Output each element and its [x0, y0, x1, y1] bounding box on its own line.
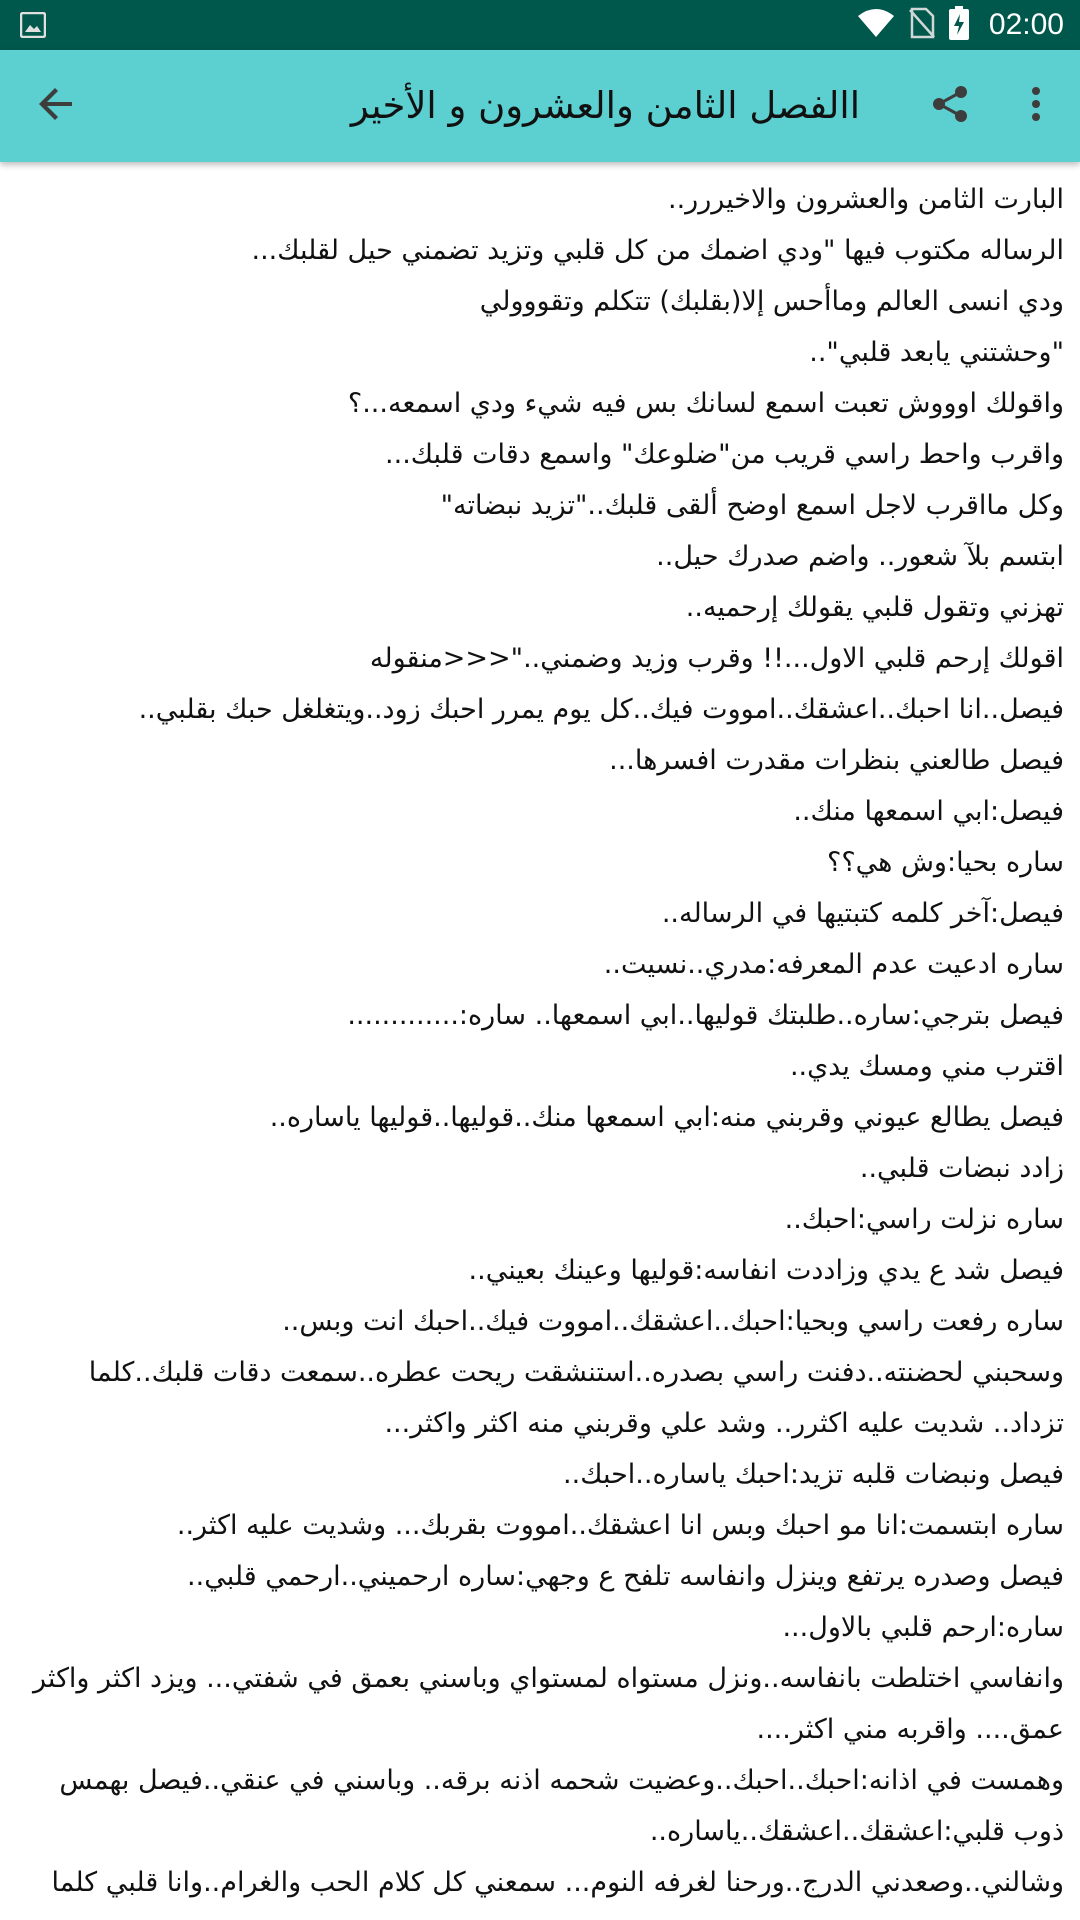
wifi-icon: [857, 8, 895, 42]
text-line: فيصل:آخر كلمه كتبتيها في الرساله..: [661, 898, 1064, 929]
chapter-title: االفصل الثامن والعشرون و الأخير: [350, 84, 860, 127]
back-button[interactable]: [26, 76, 86, 136]
text-line: زادد نبضات قلبي..: [859, 1153, 1064, 1184]
text-line: فيصل ونبضات قلبه تزيد:احبك ياساره..احبك..: [563, 1459, 1064, 1490]
text-line: فيصل..انا احبك..اعشقك..امووت فيك..كل يوم يمرر احبك زود..ويتغلغل حبك بقلبي..: [138, 694, 1064, 725]
text-line: ساره رفعت راسي وبحيا:احبك..اعشقك..امووت فيك..احبك انت وبس..: [282, 1306, 1064, 1337]
clock: 02:00: [988, 8, 1064, 41]
text-line: ابتسم بلآ شعور.. واضم صدرك حيل..: [656, 541, 1064, 572]
text-line: اقترب مني ومسك يدي..: [789, 1051, 1064, 1082]
text-line: واقرب واحط راسي قريب من"ضلوعك" واسمع دقات قلبك...: [385, 439, 1064, 470]
chapter-content[interactable]: [0, 162, 1080, 1920]
text-line: فيصل وصدره يرتفع وينزل وانفاسه تلفح ع وجهي:ساره ارحميني..ارحمي قلبي..: [187, 1561, 1064, 1592]
image-icon: [20, 12, 46, 42]
text-line: ساره ابتسمت:انا مو احبك وبس انا اعشقك..امووت بقربك... وشديت عليه اكثر..: [176, 1510, 1064, 1541]
text-line: فيصل شد ع يدي وزاددت انفاسه:قوليها وعينك بعيني..: [468, 1255, 1064, 1286]
text-line: اقولك إرحم قلبي الاول...!! وقرب وزيد وضمني.."<<<منقوله: [369, 643, 1064, 674]
battery-charging-icon: [949, 6, 969, 44]
share-button[interactable]: [920, 76, 980, 136]
text-line: البارت الثامن والعشرون والاخيررر..: [668, 184, 1064, 215]
text-line: فيصل:ابي اسمعها منك..: [793, 796, 1064, 827]
text-line: وكل مااقرب لاجل اسمع اوضح ألقى قلبك.."تزيد نبضاته": [440, 490, 1064, 521]
text-line: "وحشتني يابعد قلبي"..: [809, 337, 1064, 368]
text-line: واقولك اوووش تعبت اسمع لسانك بس فيه شيء ودي اسمعه...؟: [347, 388, 1064, 419]
back-arrow-icon: [36, 84, 76, 128]
text-line: وشالني..وصعدني الدرج..ورحنا لغرفه النوم... سمعني كل كلام الحب والغرام..وانا قلبي كلما: [51, 1867, 1064, 1898]
text-line: تهزني وتقول قلبي يقولك إرحميه..: [685, 592, 1064, 623]
text-line: وانفاسي اختلطت بانفاسه..ونزل مستواه لمستواي وباسني بعمق في شفتي... ويزد اكثر واكثر عمق.... واقربه مني اكثر....: [33, 1663, 1064, 1745]
text-line: وهمست في اذانه:احبك..احبك..وعضيت شحمه اذنه برقه.. وباسني في عنقي..فيصل بهمس ذوب قلبي:اعشقك..اعشقك..ياساره..: [59, 1765, 1064, 1847]
text-line: الرساله مكتوب فيها "ودي اضمك من كل قلبي وتزيد تضمني حيل لقلبك...: [251, 235, 1064, 266]
text-line: ساره بحيا:وش هي؟؟: [826, 847, 1064, 878]
app-bar: [0, 50, 1080, 162]
text-line: ساره نزلت راسي:احبك..: [784, 1204, 1064, 1235]
more-vert-icon: [1030, 86, 1042, 126]
chapter-text: [0, 162, 1080, 1908]
status-bar: [0, 0, 1080, 50]
text-line: تزداد.. شديت عليه اكثرر.. وشد علي وقربني منه اكثر واكثر...: [384, 1408, 1064, 1439]
text-line: فيصل طالعني بنظرات مقدرت افسرها...: [609, 745, 1064, 776]
share-icon: [930, 84, 970, 128]
text-line: ساره ادعيت عدم المعرفه:مدري..نسيت..: [603, 949, 1064, 980]
text-line: ساره:ارحم قلبي بالاول...: [782, 1612, 1064, 1643]
text-line: فيصل بترجي:ساره..طلبتك قوليها..ابي اسمعها.. ساره:.............: [347, 1000, 1064, 1031]
more-options-button[interactable]: [1006, 76, 1066, 136]
text-line: وسحبني لحضنته..دفنت راسي بصدره..استنشقت ريحت عطره..سمعت دقات قلبك..كلما: [88, 1357, 1064, 1388]
text-line: فيصل يطالع عيوني وقربني منه:ابي اسمعها منك..قوليها..قوليها ياساره..: [269, 1102, 1064, 1133]
text-line: ودي انسى العالم وماأحس إلا(بقلبك) تتكلم وتقووولي: [479, 286, 1064, 317]
no-sim-icon: [909, 7, 935, 43]
